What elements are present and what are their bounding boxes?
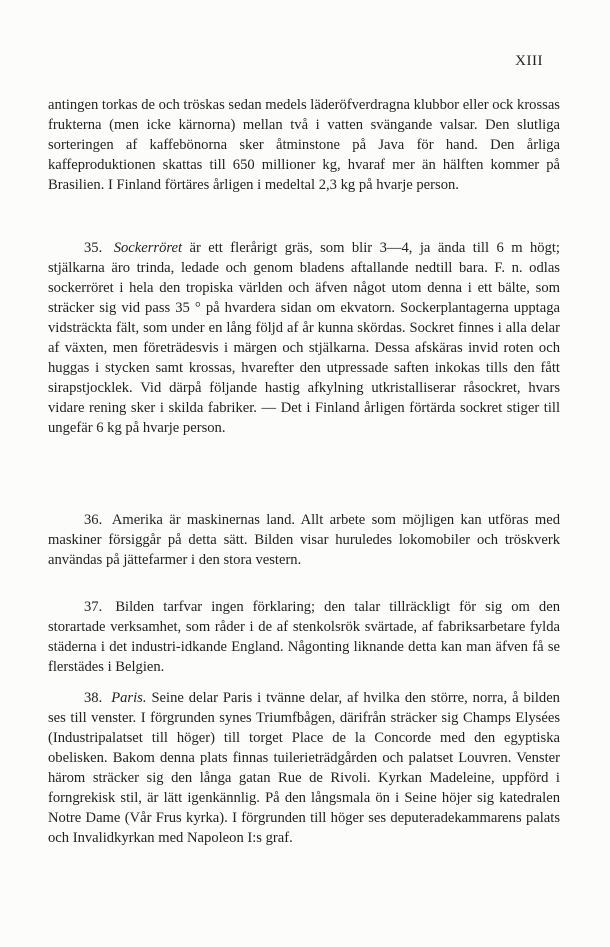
paragraph-35-body: är ett flerårigt gräs, som blir 3—4, ja ända till 6 m högt; stjälkarna äro trinda, ledade och genom bladens aftallande nedtill bara. F. n. odlas sockerröret i hela den tropiska världen och äfven något utom denna i ett bälte, som sträcker sig vid pass 35 ° på hvardera sidan om ekvatorn. Sockerplantagerna upptaga vidsträckta fält, som under en lång följd af år kunna skördas. Sockret finnes i alla delar af växten, men företrädesvis i märgen och stjälkarna. Dessa afskäras invid roten och huggas i stycken samt krossas, hvarefter den utpressade saften inkokas tills den fått sirapstjocklek. Vid därpå följande hastig afkylning utkristalliserar råsockret, hvars vidare rening sker i skilda fabriker. — Det i Finland årligen förtärda sockret stiger till ungefär 6 kg på hvarje person. — [48, 240, 560, 436]
paragraph-38-number: 38. — [84, 690, 103, 706]
paragraph-38-title: Paris. — [111, 690, 147, 706]
paragraph-intro — [48, 95, 560, 195]
page-number: XIII — [515, 53, 543, 69]
paragraph-35-number: 35. — [84, 240, 103, 256]
paragraph-36-body: Amerika är maskinernas land. Allt arbete som möjligen kan utföras med maskiner försiggår på detta sätt. Bilden visar huruledes lokomobiler och tröskverk användas på jättefarmer i den stora vestern. — [48, 512, 561, 568]
paragraph-36-number: 36. — [84, 512, 103, 528]
paragraph-38 — [48, 688, 560, 848]
paragraph-37 — [48, 597, 560, 677]
paragraph-35-title: Sockerröret — [113, 240, 183, 256]
paragraph-38-body: Seine delar Paris i tvänne delar, af hvilka den större, norra, å bilden ses till venster. I förgrunden synes Triumfbågen, därifrån sträcker sig Champs Elysées (Industripalatset till höger) till torget Place de la Concorde med den egyptiska obelisken. Bakom denna plats finnas tuilerieträdgården och palatset Louvren. Venster härom sträcker sig den långa gatan Rue de Rivoli. Kyrkan Madeleine, uppförd i forngrekisk stil, är lätt igenkännlig. På den långsmala ön i Seine höjer sig katedralen Notre Dame (Vår Frus kyrka). I förgrunden till höger ses deputeradekammarens palats och Invalidkyrkan med Napoleon I:s graf. — [48, 690, 560, 846]
paragraph-intro-text: antingen torkas de och tröskas sedan medels läderöfverdragna klubbor eller ock krossas frukterna (men icke kärnorna) mellan två i vatten svängande valsar. Den slutliga sorteringen af kaffebönorna sker åtminstone på Java för hand. Den årliga kaffeproduktionen skattas till 650 millioner kg, hvaraf mer än hälften kommer på Brasilien. I Finland förtäres årligen i medeltal 2,3 kg på hvarje person. — [48, 97, 560, 193]
paragraph-37-number: 37. — [84, 599, 103, 615]
paragraph-37-body: Bilden tarfvar ingen förklaring; den talar tillräckligt för sig om den storartade verksamhet, som råder i de af stenkolsrök svärtade, af fabriksarbetare fylda städerna i det industri-idkande England. Någonting liknande detta kan man äfven få se flerstädes i Belgien. — [48, 599, 561, 675]
paragraph-35 — [48, 238, 560, 438]
paragraph-36 — [48, 510, 560, 570]
